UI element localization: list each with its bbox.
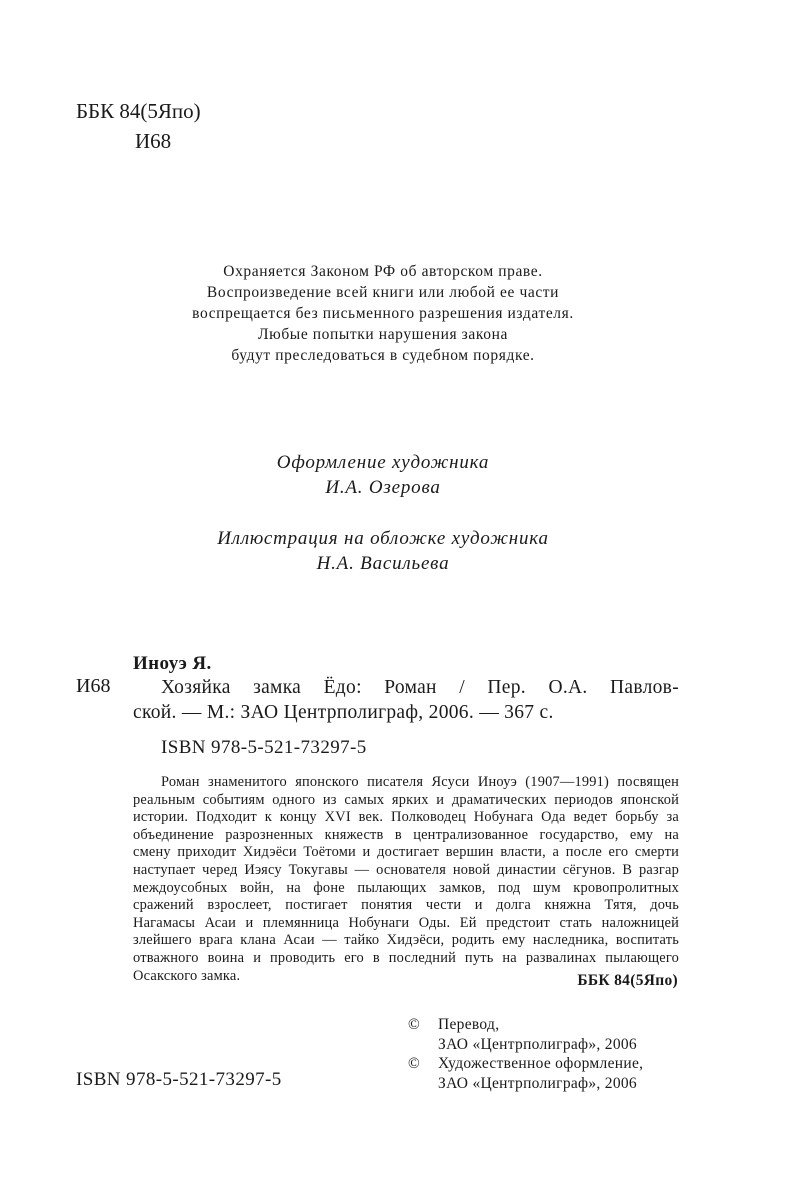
bibliographic-line: ской. — М.: ЗАО Центрполиграф, 2006. — 367 с. bbox=[133, 702, 554, 723]
abstract-line: истории. Подходит к концу XVI век. Полководец Нобунага Ода ведет борьбу за bbox=[133, 809, 679, 826]
design-credit bbox=[100, 450, 666, 500]
rights-row-translation-holder bbox=[408, 1035, 643, 1055]
abstract-line: Нагамасы Асаи и племянница Нобунаги Оды. Ей предстоит стать наложницей bbox=[133, 914, 679, 931]
bbk-code: ББК 84(5Япо) bbox=[76, 99, 201, 123]
copyright-line: Любые попытки нарушения закона bbox=[258, 326, 508, 343]
rights-row-translation bbox=[408, 1015, 643, 1035]
rights-translation-holder: ЗАО «Центрполиграф», 2006 bbox=[438, 1035, 637, 1053]
copyright-symbol: © bbox=[408, 1055, 421, 1072]
author-heading: Иноуэ Я. bbox=[133, 653, 212, 674]
abstract-line: междоусобных войн, на фоне пылающих замков, под шум кровопролитных bbox=[133, 879, 679, 896]
abstract-line: Роман знаменитого японского писателя Ясуси Иноуэ (1907—1991) посвящен bbox=[161, 774, 679, 790]
rights-row-design-holder bbox=[408, 1074, 643, 1094]
illustration-credit-name: Н.А. Васильева bbox=[316, 553, 450, 574]
copyright-holders bbox=[408, 1015, 643, 1093]
rights-design-label: Художественное оформление, bbox=[438, 1055, 644, 1072]
abstract-line: сражений взрослеет, постигает понятия чести и долга княжна Тятя, дочь bbox=[133, 897, 679, 914]
bibliographic-line: Хозяйка замка Ёдо: Роман / Пер. О.А. Павлов- bbox=[161, 677, 679, 698]
abstract-line: отважного воина и проводить его в последний путь на развалинах пылающего bbox=[133, 949, 679, 966]
illustration-credit bbox=[100, 526, 666, 576]
bbk-classification-top bbox=[76, 96, 201, 156]
illustration-credit-label: Иллюстрация на обложке художника bbox=[217, 528, 549, 549]
copyright-line: Воспроизведение всей книги или любой ее части bbox=[206, 284, 560, 301]
design-credit-label: Оформление художника bbox=[276, 452, 490, 473]
abstract bbox=[133, 774, 679, 985]
abstract-line: смену приходит Хидэёси Тоётоми и достигает вершин власти, а после его смерти bbox=[133, 844, 679, 861]
copyright-line: будут преследоваться в судебном порядке. bbox=[231, 347, 535, 364]
isbn: ISBN 978-5-521-73297-5 bbox=[161, 737, 367, 758]
abstract-line: объединение разрозненных княжеств в централизованное государство, ему на bbox=[133, 826, 679, 843]
copyright-notice bbox=[100, 261, 666, 366]
copyright-line: Охраняется Законом РФ об авторском праве. bbox=[223, 263, 543, 280]
bibliographic-description bbox=[133, 675, 679, 725]
abstract-line: злейшего врага клана Асаи — тайко Хидэёси, родить ему наследника, воспитать bbox=[133, 932, 679, 949]
copyright-line: воспрещается без письменного разрешения издателя. bbox=[192, 305, 574, 322]
copyright-symbol: © bbox=[408, 1016, 421, 1033]
index-code: И68 bbox=[76, 675, 111, 697]
author-sign: И68 bbox=[135, 129, 172, 153]
abstract-line: наступает черед Иэясу Токугавы — основателя новой династии сёгунов. В разгар bbox=[133, 861, 679, 878]
rights-row-design bbox=[408, 1054, 643, 1074]
bbk-classification-bottom: ББК 84(5Япо) bbox=[577, 972, 678, 989]
rights-translation-label: Перевод, bbox=[438, 1016, 500, 1033]
isbn-bottom: ISBN 978-5-521-73297-5 bbox=[76, 1069, 282, 1090]
rights-design-holder: ЗАО «Центрполиграф», 2006 bbox=[438, 1074, 637, 1092]
abstract-line: реальным событиям одного из самых ярких и драматических периодов японской bbox=[133, 791, 679, 808]
abstract-line: Осакского замка. bbox=[133, 967, 241, 984]
design-credit-name: И.А. Озерова bbox=[325, 477, 441, 498]
